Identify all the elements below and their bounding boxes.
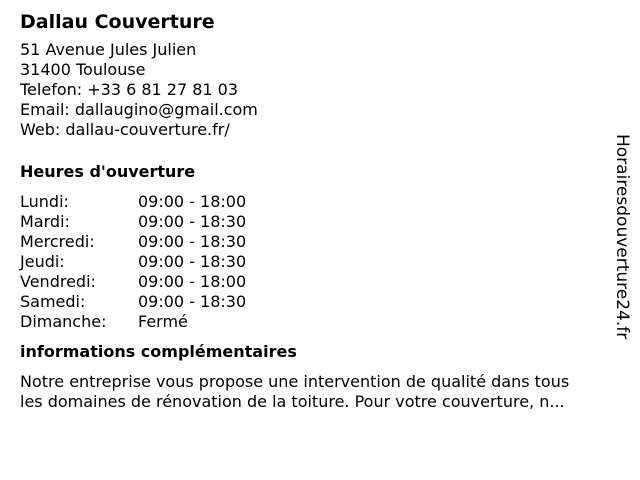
business-name: Dallau Couverture: [20, 11, 215, 33]
business-card: [20, 8, 610, 412]
hours-time-thursday: 09:00 - 18:30: [138, 252, 247, 271]
opening-hours-table: [20, 192, 610, 332]
description-line-1: Notre entreprise vous propose une intervention de qualité dans tous: [20, 372, 570, 391]
hours-time-friday: 09:00 - 18:00: [138, 272, 247, 291]
hours-day-friday: Vendredi:: [20, 272, 96, 291]
hours-day-tuesday: Mardi:: [20, 212, 70, 231]
hours-time-tuesday: 09:00 - 18:30: [138, 212, 247, 231]
additional-info-heading: informations complémentaires: [20, 342, 297, 361]
website-line: Web: dallau-couverture.fr/: [20, 120, 230, 139]
hours-day-sunday: Dimanche:: [20, 312, 107, 331]
opening-hours-heading: Heures d'ouverture: [20, 162, 196, 181]
hours-day-thursday: Jeudi:: [20, 252, 65, 271]
description-line-2: les domaines de rénovation de la toiture. Pour votre couverture, n...: [20, 392, 565, 411]
address-line-street: 51 Avenue Jules Julien: [20, 40, 197, 59]
hours-time-wednesday: 09:00 - 18:30: [138, 232, 247, 251]
email-line: Email: dallaugino@gmail.com: [20, 100, 258, 119]
hours-time-saturday: 09:00 - 18:30: [138, 292, 247, 311]
hours-day-wednesday: Mercredi:: [20, 232, 95, 251]
hours-day-saturday: Samedi:: [20, 292, 86, 311]
phone-line: Telefon: +33 6 81 27 81 03: [20, 80, 239, 99]
hours-time-sunday: Fermé: [138, 312, 188, 331]
address-line-city: 31400 Toulouse: [20, 60, 146, 79]
site-watermark: Horairesdouverture24.fr: [612, 134, 632, 340]
hours-time-monday: 09:00 - 18:00: [138, 192, 247, 211]
hours-day-monday: Lundi:: [20, 192, 69, 211]
